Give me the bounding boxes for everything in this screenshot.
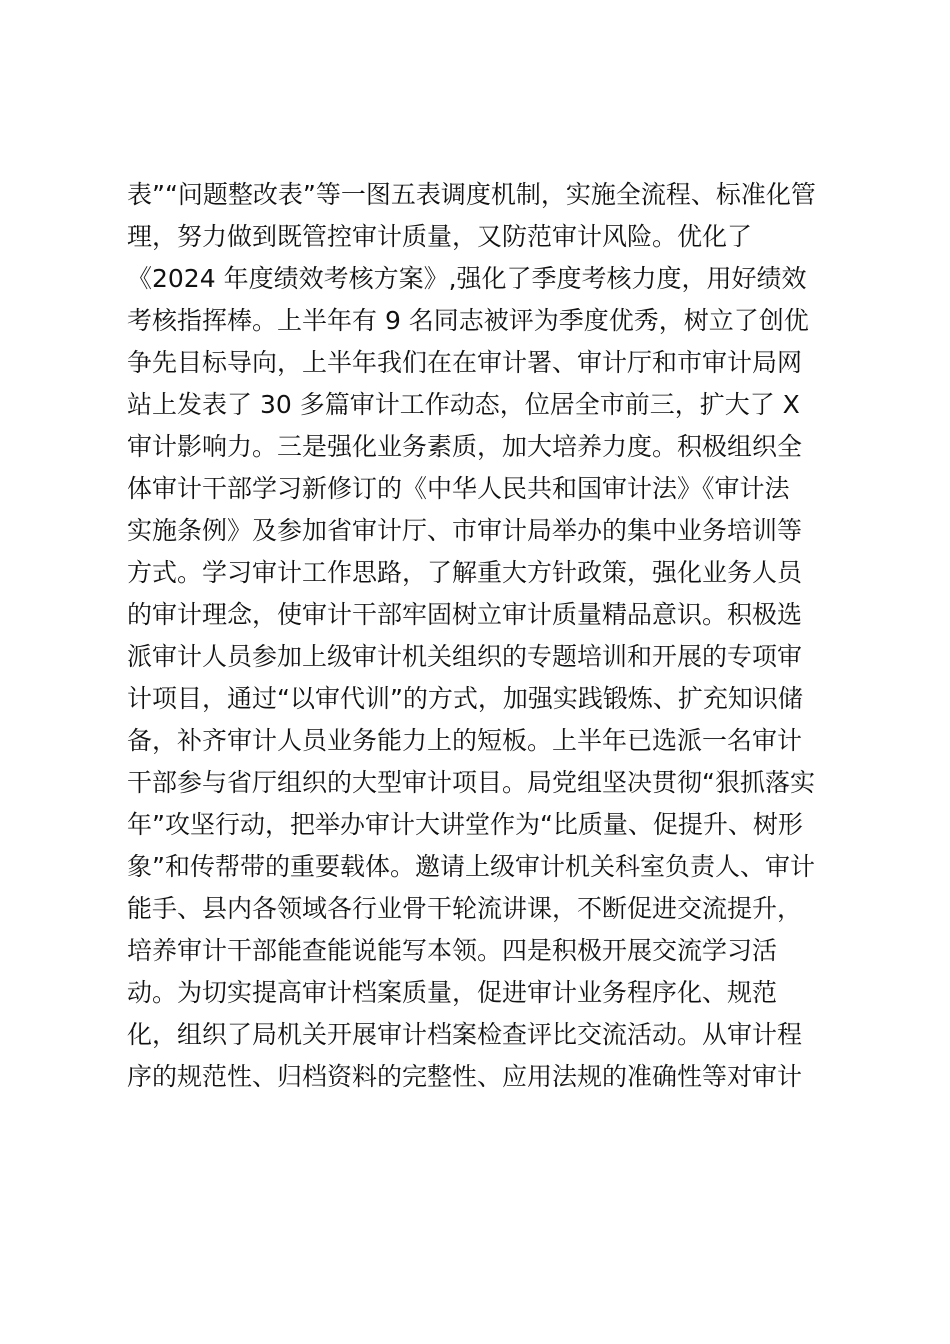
text-line: 站上发表了 30 多篇审计工作动态，位居全市前三，扩大了 X <box>127 390 800 419</box>
text-line: 动。为切实提高审计档案质量，促进审计业务程序化、规范 <box>127 978 778 1007</box>
text-line: 计项目，通过“以审代训”的方式，加强实践锻炼、扩充知识储 <box>127 684 803 713</box>
text-line: 争先目标导向，上半年我们在在审计署、审计厅和市审计局网 <box>127 348 803 377</box>
text-line: 体审计干部学习新修订的《中华人民共和国审计法》《审计法 <box>127 474 790 503</box>
text-line: 派审计人员参加上级审计机关组织的专题培训和开展的专项审 <box>127 642 803 671</box>
text-line: 序的规范性、归档资料的完整性、应用法规的准确性等对审计 <box>127 1062 803 1091</box>
text-line: 理，努力做到既管控审计质量，又防范审计风险。优化了 <box>127 222 753 251</box>
text-line: 审计影响力。三是强化业务素质，加大培养力度。积极组织全 <box>127 432 803 461</box>
text-line: 表”“问题整改表”等一图五表调度机制，实施全流程、标准化管 <box>127 180 816 209</box>
text-line: 备，补齐审计人员业务能力上的短板。上半年已选派一名审计 <box>127 726 803 755</box>
text-line: 年”攻坚行动，把举办审计大讲堂作为“比质量、促提升、树形 <box>127 810 803 839</box>
text-line: 干部参与省厅组织的大型审计项目。局党组坚决贯彻“狠抓落实 <box>127 768 815 797</box>
text-line: 实施条例》及参加省审计厅、市审计局举办的集中业务培训等 <box>127 516 803 545</box>
text-line: 《2024 年度绩效考核方案》,强化了季度考核力度，用好绩效 <box>127 264 807 293</box>
text-line: 化，组织了局机关开展审计档案检查评比交流活动。从审计程 <box>127 1020 803 1049</box>
text-line: 象”和传帮带的重要载体。邀请上级审计机关科室负责人、审计 <box>127 852 815 881</box>
text-line: 考核指挥棒。上半年有 9 名同志被评为季度优秀，树立了创优 <box>127 306 809 335</box>
text-line: 培养审计干部能查能说能写本领。四是积极开展交流学习活 <box>127 936 778 965</box>
text-line: 能手、县内各领域各行业骨干轮流讲课，不断促进交流提升， <box>127 894 803 923</box>
text-line: 的审计理念，使审计干部牢固树立审计质量精品意识。积极选 <box>127 600 803 629</box>
body-text <box>127 174 847 1098</box>
text-line: 方式。学习审计工作思路，了解重大方针政策，强化业务人员 <box>127 558 803 587</box>
